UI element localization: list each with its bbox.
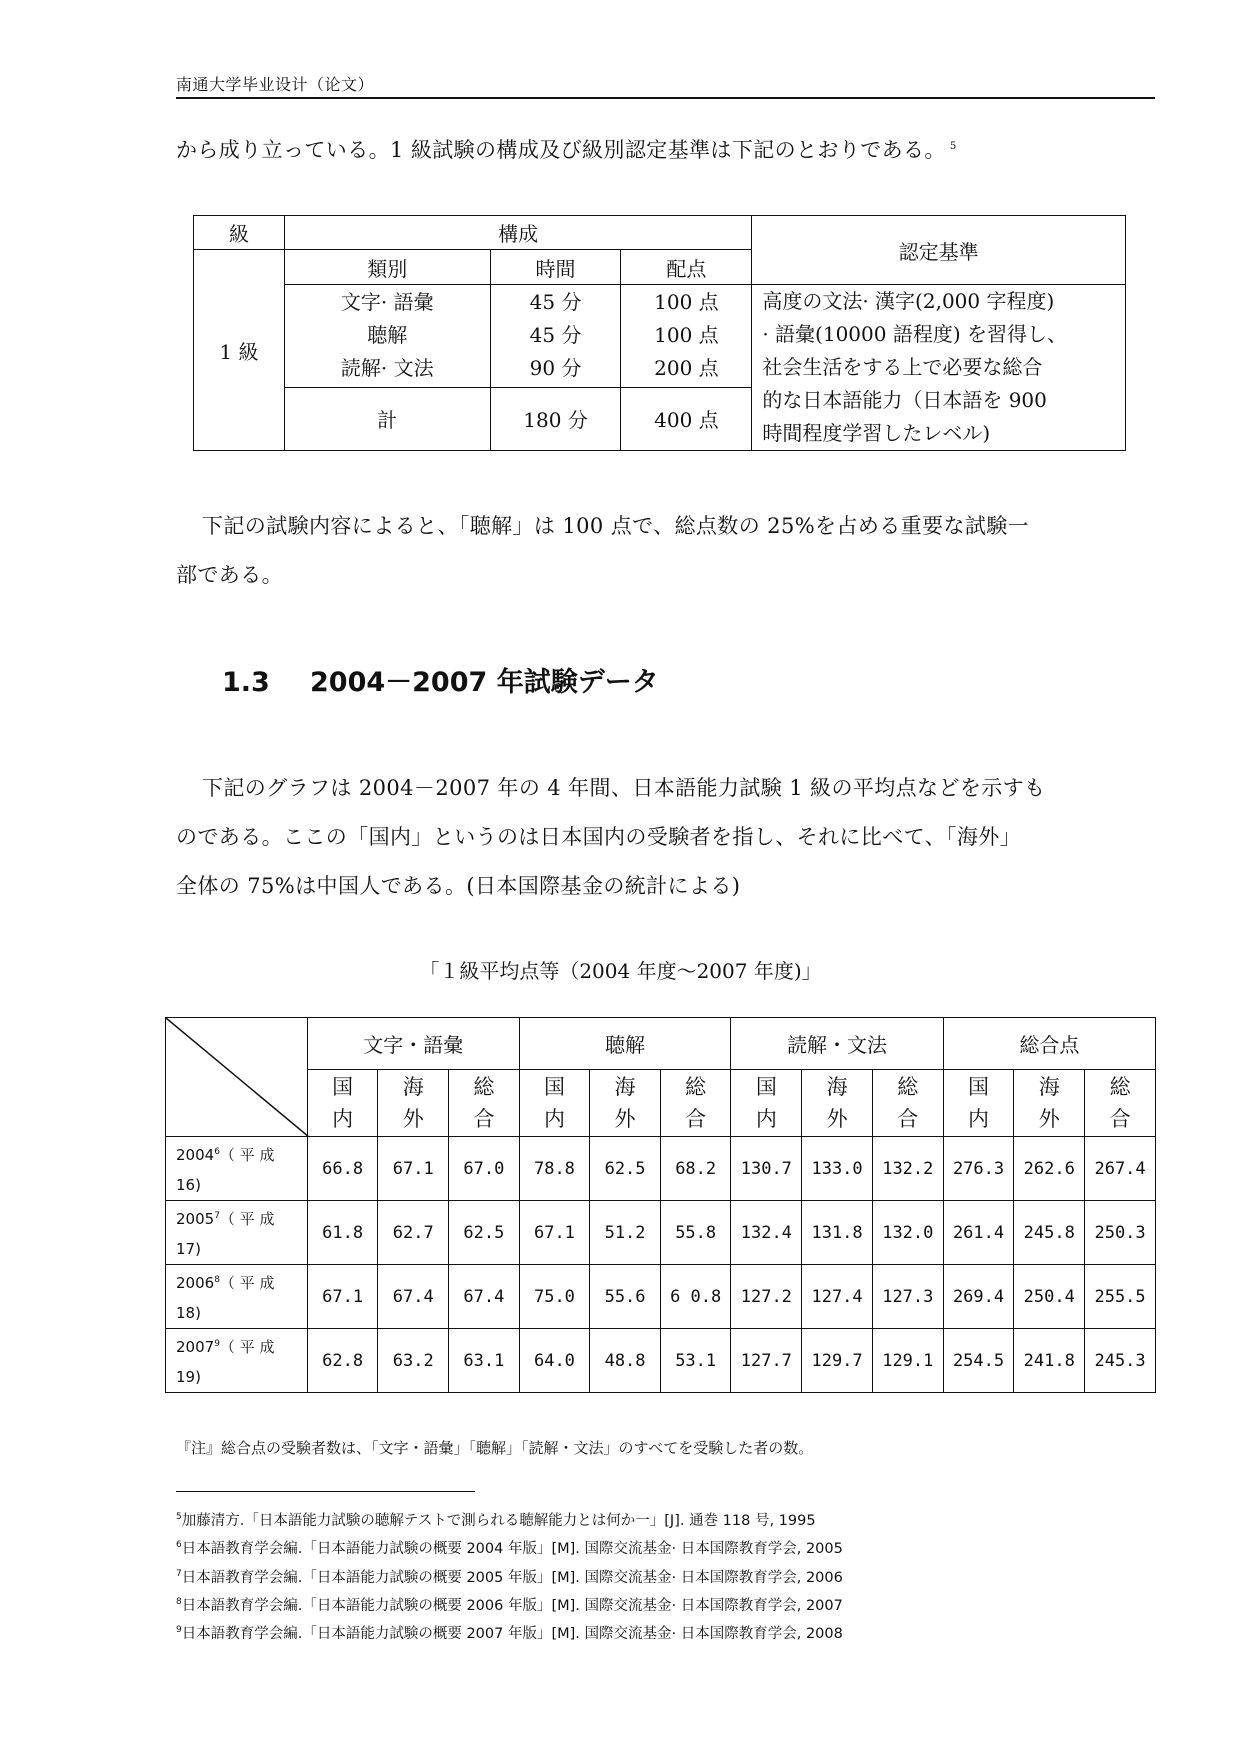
year-cell [166, 1329, 308, 1393]
score-cell: 67.1 [378, 1137, 449, 1201]
footnote [176, 1562, 843, 1590]
footnote-number: 8 [176, 1596, 182, 1607]
score-cell: 130.7 [731, 1137, 802, 1201]
subheader-char: 内 [543, 1107, 565, 1131]
group-header: 読解・文法 [731, 1018, 943, 1070]
subheader-cell [802, 1070, 873, 1137]
footnotes [176, 1505, 843, 1647]
score-cell: 131.8 [802, 1201, 873, 1265]
criteria-line: 時間程度学習したレベル) [762, 421, 991, 445]
era-year: 19) [176, 1368, 201, 1386]
subheader-cell [307, 1070, 378, 1137]
subheader-char: 海 [1038, 1075, 1060, 1099]
score-cell: 250.3 [1085, 1201, 1156, 1265]
footnote-ref: 6 [214, 1147, 220, 1157]
score-cell: 267.4 [1085, 1137, 1156, 1201]
level-cell: 1 級 [194, 250, 285, 451]
footnote-number: 5 [176, 1512, 182, 1522]
points-item: 100 点 [654, 323, 719, 348]
score-cell: 269.4 [943, 1265, 1014, 1329]
footnote-text: 加藤清方.「日本語能力試験の聴解テストで測られる聴解能力とは何か一」[J]. 通巻 118 号, 1995 [181, 1512, 816, 1529]
footnote [176, 1618, 843, 1646]
score-cell: 132.4 [731, 1201, 802, 1265]
footnote-number: 9 [176, 1625, 182, 1636]
score-cell: 132.0 [872, 1201, 943, 1265]
score-cell: 64.0 [519, 1329, 590, 1393]
score-cell: 62.8 [307, 1329, 378, 1393]
score-cell: 61.8 [307, 1201, 378, 1265]
header-rule [176, 97, 1155, 99]
points-item: 100 点 [654, 290, 719, 315]
table-row [166, 1329, 1156, 1393]
time-item: 90 分 [529, 356, 582, 381]
score-cell: 261.4 [943, 1201, 1014, 1265]
year-cell [166, 1201, 308, 1265]
footnote-number: 6 [176, 1540, 182, 1551]
group-header: 文字・語彙 [307, 1018, 519, 1070]
subheader-char: 内 [332, 1107, 354, 1131]
time-item: 45 分 [529, 323, 582, 348]
subheader-char: 国 [543, 1075, 565, 1099]
paragraph-graph-desc-cont [176, 813, 1156, 911]
footnote [176, 1505, 843, 1533]
footnote-text: 日本語教育学会編.「日本語能力試験の概要 2006 年版」[M]. 国際交流基金· 日本国際教育学会, 2007 [181, 1597, 843, 1614]
total-label: 計 [284, 387, 490, 450]
header-criteria: 認定基準 [752, 216, 1126, 285]
group-header: 総合点 [943, 1018, 1155, 1070]
section-heading [222, 660, 659, 699]
score-cell: 68.2 [660, 1137, 731, 1201]
subheader-char: 外 [614, 1107, 636, 1131]
paragraph-line: 部である。 [176, 563, 283, 587]
era-year: 18) [176, 1304, 201, 1322]
score-cell: 62.7 [378, 1201, 449, 1265]
subheader-cell [590, 1070, 661, 1137]
subheader-char: 総 [473, 1075, 495, 1099]
footnote-number: 7 [176, 1568, 182, 1579]
score-cell: 48.8 [590, 1329, 661, 1393]
score-cell: 67.4 [449, 1265, 520, 1329]
score-cell: 51.2 [590, 1201, 661, 1265]
score-cell: 67.1 [519, 1201, 590, 1265]
score-cell: 129.1 [872, 1329, 943, 1393]
era-label: （ 平 成 [219, 1274, 275, 1292]
score-cell: 132.2 [872, 1137, 943, 1201]
score-cell: 255.5 [1085, 1265, 1156, 1329]
year-cell [166, 1137, 308, 1201]
score-cell: 129.7 [802, 1329, 873, 1393]
time-item: 45 分 [529, 290, 582, 315]
subheader-char: 内 [755, 1107, 777, 1131]
score-cell: 241.8 [1014, 1329, 1085, 1393]
category-item: 読解· 文法 [340, 356, 434, 381]
corner-diagonal-cell [166, 1018, 308, 1137]
table-row [166, 1137, 1156, 1201]
section-title: 2004－2007 年試験データ [310, 667, 659, 698]
footnote-ref: 8 [214, 1275, 220, 1285]
score-cell: 75.0 [519, 1265, 590, 1329]
subheader-cell [731, 1070, 802, 1137]
score-cell: 276.3 [943, 1137, 1014, 1201]
score-cell: 78.8 [519, 1137, 590, 1201]
subheader-char: 海 [826, 1075, 848, 1099]
paragraph-line: 下記のグラフは 2004－2007 年の 4 年間、日本語能力試験 1 級の平均点などを示すも [202, 776, 1046, 800]
table-note: 『注』総合点の受験者数は、「文字・語彙」「聴解」「読解・文法」のすべてを受験した者の数。 [176, 1439, 814, 1457]
subheader-cell [1085, 1070, 1156, 1137]
subheader-time: 時間 [490, 250, 621, 285]
subheader-char: 国 [755, 1075, 777, 1099]
year-line [176, 1137, 307, 1170]
score-cell: 53.1 [660, 1329, 731, 1393]
subheader-char: 合 [473, 1107, 495, 1131]
criteria-line: 的な日本語能力（日本語を 900 [762, 388, 1047, 412]
time-list [490, 285, 621, 388]
table-row [166, 1201, 1156, 1265]
subheader-cell [872, 1070, 943, 1137]
score-cell: 6 0.8 [660, 1265, 731, 1329]
criteria-line: 社会生活をする上で必要な総合 [762, 355, 1043, 379]
points-item: 200 点 [654, 356, 719, 381]
diagonal-line [166, 1018, 309, 1137]
page-header: 南通大学毕业设计（论文） [176, 75, 375, 94]
score-cell: 127.4 [802, 1265, 873, 1329]
subheader-char: 海 [614, 1075, 636, 1099]
score-cell: 55.8 [660, 1201, 731, 1265]
group-header: 聴解 [519, 1018, 731, 1070]
category-item: 文字· 語彙 [340, 290, 434, 315]
score-cell: 254.5 [943, 1329, 1014, 1393]
year-value: 2004 [176, 1146, 215, 1164]
subheader-cell [449, 1070, 520, 1137]
subheader-cell [943, 1070, 1014, 1137]
subheader-char: 外 [826, 1107, 848, 1131]
footnote-ref: 9 [214, 1339, 220, 1349]
score-cell: 63.1 [449, 1329, 520, 1393]
subheader-char: 総 [685, 1075, 707, 1099]
score-cell: 245.3 [1085, 1329, 1156, 1393]
paragraph-listening [176, 502, 1156, 551]
subheader-char: 総 [897, 1075, 919, 1099]
subheader-cell [519, 1070, 590, 1137]
total-points: 400 点 [621, 387, 752, 450]
header-level: 級 [194, 216, 285, 250]
score-cell: 67.0 [449, 1137, 520, 1201]
score-cell: 262.6 [1014, 1137, 1085, 1201]
subheader-cell [1014, 1070, 1085, 1137]
score-cell: 67.1 [307, 1265, 378, 1329]
year-cell [166, 1265, 308, 1329]
section-number: 1.3 [222, 667, 270, 698]
subheader-char: 総 [1109, 1075, 1131, 1099]
footnote-ref: 5 [949, 141, 957, 152]
subheader-points: 配点 [621, 250, 752, 285]
era-year: 16) [176, 1176, 201, 1194]
table-row [166, 1265, 1156, 1329]
category-item: 聴解 [367, 323, 408, 348]
score-cell: 127.3 [872, 1265, 943, 1329]
year-value: 2007 [176, 1338, 215, 1356]
footnote [176, 1590, 843, 1618]
subheader-char: 内 [968, 1107, 990, 1131]
subheader-char: 合 [1109, 1107, 1131, 1131]
score-cell: 55.6 [590, 1265, 661, 1329]
subheader-char: 外 [402, 1107, 424, 1131]
paragraph-line: 下記の試験内容によると、「聴解」は 100 点で、総点数の 25%を占める重要な試験一 [202, 514, 1030, 538]
footnote-text: 日本語教育学会編.「日本語能力試験の概要 2007 年版」[M]. 国際交流基金· 日本国際教育学会, 2008 [181, 1626, 843, 1643]
subheader-cell [660, 1070, 731, 1137]
paragraph-graph-desc [176, 764, 1156, 813]
score-cell: 127.2 [731, 1265, 802, 1329]
year-value: 2006 [176, 1274, 215, 1292]
criteria-line: 高度の文法· 漢字(2,000 字程度) [762, 289, 1055, 313]
score-cell: 250.4 [1014, 1265, 1085, 1329]
footnote-text: 日本語教育学会編.「日本語能力試験の概要 2004 年版」[M]. 国際交流基金· 日本国際教育学会, 2005 [181, 1541, 843, 1558]
subheader-char: 合 [897, 1107, 919, 1131]
table-caption: 「１級平均点等（2004 年度～2007 年度)」 [419, 959, 822, 983]
paragraph-line: のである。ここの「国内」というのは日本国内の受験者を指し、それに比べて、「海外」 [176, 825, 1022, 849]
year-line [176, 1329, 307, 1362]
score-cell: 66.8 [307, 1137, 378, 1201]
total-time: 180 分 [490, 387, 621, 450]
score-cell: 67.4 [378, 1265, 449, 1329]
era-year: 17) [176, 1240, 201, 1258]
criteria-cell [752, 285, 1126, 451]
average-scores-table [165, 1017, 1156, 1393]
category-list [284, 285, 490, 388]
subheader-char: 国 [332, 1075, 354, 1099]
points-list [621, 285, 752, 388]
score-cell: 62.5 [590, 1137, 661, 1201]
score-cell: 127.7 [731, 1329, 802, 1393]
subheader-category: 類別 [284, 250, 490, 285]
exam-structure-table [193, 215, 1126, 451]
era-label: （ 平 成 [219, 1146, 275, 1164]
subheader-char: 海 [402, 1075, 424, 1099]
paragraph-intro [176, 122, 1156, 175]
score-cell: 133.0 [802, 1137, 873, 1201]
subheader-cell [378, 1070, 449, 1137]
footnote-ref: 7 [214, 1211, 220, 1221]
score-cell: 63.2 [378, 1329, 449, 1393]
score-cell: 245.8 [1014, 1201, 1085, 1265]
paragraph-intro-text: から成り立っている。1 級試験の構成及び級別認定基準は下記のとおりである。 [176, 138, 946, 162]
header-structure: 構成 [284, 216, 751, 250]
paragraph-line: 全体の 75%は中国人である。(日本国際基金の統計による) [176, 874, 741, 898]
paragraph-listening-cont [176, 551, 1156, 600]
year-line [176, 1201, 307, 1234]
footnote-text: 日本語教育学会編.「日本語能力試験の概要 2005 年版」[M]. 国際交流基金· 日本国際教育学会, 2006 [181, 1569, 843, 1586]
footnote-rule [176, 1491, 475, 1492]
subheader-char: 外 [1038, 1107, 1060, 1131]
criteria-line: · 語彙(10000 語程度) を習得し、 [762, 322, 1068, 346]
subheader-char: 国 [968, 1075, 990, 1099]
era-label: （ 平 成 [219, 1210, 275, 1228]
era-label: （ 平 成 [219, 1338, 275, 1356]
score-cell: 62.5 [449, 1201, 520, 1265]
year-line [176, 1265, 307, 1298]
year-value: 2005 [176, 1210, 215, 1228]
footnote [176, 1533, 843, 1561]
subheader-char: 合 [685, 1107, 707, 1131]
